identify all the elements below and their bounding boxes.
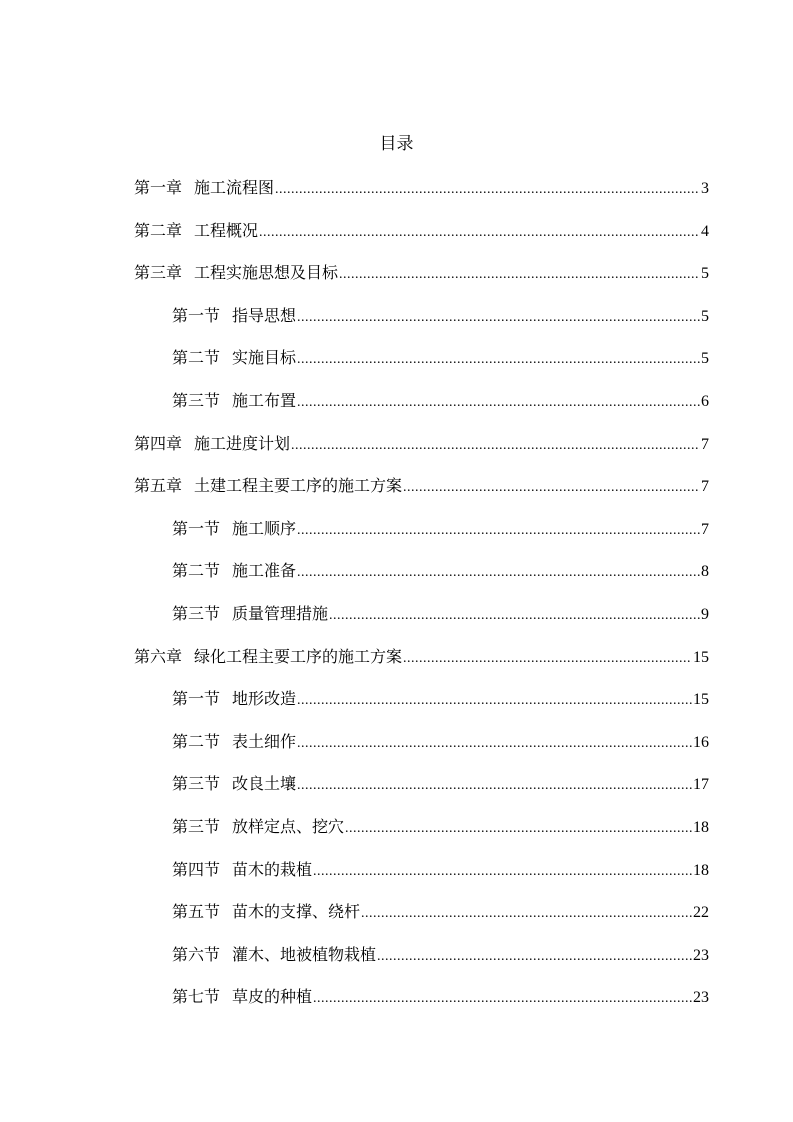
toc-entry-label <box>172 899 360 925</box>
toc-dot-leader <box>297 518 700 544</box>
toc-page-number: 22 <box>693 904 709 922</box>
toc-entry-title: 施工流程图 <box>194 178 275 197</box>
toc-dot-leader <box>297 347 700 373</box>
toc-entry-title: 草皮的种植 <box>232 987 313 1007</box>
toc-section-entry[interactable] <box>172 857 709 883</box>
toc-section-entry[interactable] <box>172 984 709 1010</box>
page-title: 目录 <box>379 134 414 154</box>
toc-entry-number: 第一节 <box>172 689 221 709</box>
toc-entry-title: 质量管理措施 <box>232 604 329 623</box>
toc-entry-title: 施工准备 <box>232 561 297 581</box>
toc-dot-leader <box>313 859 692 885</box>
toc-entry-label <box>172 814 344 840</box>
toc-entry-title: 工程概况 <box>194 220 259 240</box>
toc-page-number: 7 <box>701 478 709 496</box>
toc-section-entry[interactable] <box>172 814 709 840</box>
toc-page-number: 5 <box>701 265 709 283</box>
toc-dot-leader <box>297 688 692 714</box>
toc-section-entry[interactable] <box>172 388 709 414</box>
toc-dot-leader <box>297 731 692 757</box>
toc-dot-leader <box>291 433 700 459</box>
toc-section-entry[interactable] <box>172 601 709 627</box>
toc-entry-label <box>134 260 338 286</box>
toc-dot-leader <box>377 944 692 970</box>
toc-section-entry[interactable] <box>172 686 709 712</box>
toc-section-entry[interactable] <box>172 729 709 755</box>
toc-page-number: 17 <box>693 776 709 794</box>
toc-section-entry[interactable] <box>172 516 709 542</box>
toc-entry-number: 第一节 <box>172 305 221 325</box>
toc-dot-leader <box>297 773 692 799</box>
toc-page-number: 7 <box>701 520 709 538</box>
toc-entry-label <box>172 345 296 371</box>
toc-entry-number: 第二章 <box>134 220 183 240</box>
toc-entry-label <box>134 218 258 244</box>
toc-dot-leader <box>297 305 700 331</box>
toc-section-entry[interactable] <box>172 942 709 968</box>
toc-dot-leader <box>297 390 700 416</box>
toc-dot-leader <box>403 475 700 501</box>
toc-section-entry[interactable] <box>172 345 709 371</box>
toc-page-number: 5 <box>701 350 709 368</box>
toc-dot-leader <box>259 220 700 246</box>
toc-entry-label <box>172 942 376 968</box>
toc-section-entry[interactable] <box>172 558 709 584</box>
toc-section-entry[interactable] <box>172 899 709 925</box>
toc-entry-number: 第四节 <box>172 859 221 879</box>
toc-dot-leader <box>329 603 700 629</box>
toc-entry-label <box>172 857 312 883</box>
toc-entry-title: 工程实施思想及目标 <box>194 263 339 283</box>
toc-entry-title: 施工进度计划 <box>194 433 291 453</box>
toc-page-number: 15 <box>693 648 709 666</box>
toc-dot-leader <box>339 262 700 288</box>
toc-entry-label <box>172 729 296 755</box>
toc-entry-title: 地形改造 <box>232 689 297 709</box>
toc-entry-label <box>172 686 296 712</box>
toc-entry-number: 第一节 <box>172 518 221 538</box>
toc-entry-number: 第五节 <box>172 902 221 922</box>
toc-page-number: 23 <box>693 989 709 1007</box>
toc-page-number: 18 <box>693 819 709 836</box>
toc-entry-title: 表土细作 <box>232 731 297 751</box>
toc-entry-number: 第三节 <box>172 774 221 794</box>
toc-chapter-entry[interactable] <box>134 473 709 499</box>
toc-entry-number: 第二节 <box>172 731 221 751</box>
toc-dot-leader <box>403 646 692 672</box>
toc-entry-label <box>134 644 402 670</box>
toc-page-number: 4 <box>701 222 709 240</box>
toc-entry-label <box>172 558 296 584</box>
toc-entry-label <box>172 601 328 627</box>
toc-page-number: 18 <box>693 861 709 879</box>
toc-page-number: 5 <box>701 307 709 325</box>
toc-dot-leader <box>345 816 692 842</box>
toc-entry-title: 绿化工程主要工序的施工方案 <box>194 646 403 666</box>
toc-entry-number: 第二节 <box>172 561 221 581</box>
toc-entry-label <box>134 473 402 499</box>
toc-page-number: 7 <box>701 435 709 453</box>
toc-entry-label <box>134 431 290 457</box>
toc-entry-title: 施工布置 <box>232 391 297 410</box>
toc-entry-number: 第一章 <box>134 178 183 197</box>
toc-dot-leader <box>361 901 692 927</box>
toc-entry-label <box>172 516 296 542</box>
toc-entry-label <box>172 388 296 414</box>
toc-entry-number: 第七节 <box>172 987 221 1007</box>
toc-chapter-entry[interactable] <box>134 260 709 286</box>
toc-entry-title: 苗木的支撑、绕杆 <box>232 902 361 922</box>
toc-dot-leader <box>275 177 700 203</box>
toc-entry-title: 实施目标 <box>232 348 297 368</box>
toc-entry-title: 苗木的栽植 <box>232 859 313 879</box>
toc-dot-leader <box>297 560 700 586</box>
toc-chapter-entry[interactable] <box>134 644 709 670</box>
toc-dot-leader <box>313 986 692 1012</box>
toc-page-number: 16 <box>693 733 709 751</box>
toc-entry-number: 第三节 <box>172 391 221 410</box>
toc-entry-number: 第四章 <box>134 433 183 453</box>
toc-entry-label <box>172 771 296 797</box>
toc-entry-number: 第五章 <box>134 476 183 496</box>
toc-entry-title: 改良土壤 <box>232 774 297 794</box>
toc-entry-label <box>172 303 296 329</box>
toc-entry-number: 第二节 <box>172 348 221 368</box>
toc-entry-title: 放样定点、挖穴 <box>232 817 345 836</box>
toc-entry-title: 施工顺序 <box>232 518 297 538</box>
toc-page-number: 23 <box>693 946 709 964</box>
toc-entry-title: 灌木、地被植物栽植 <box>232 944 377 964</box>
toc-section-entry[interactable] <box>172 303 709 329</box>
toc-chapter-entry[interactable] <box>134 218 709 244</box>
toc-page-number: 3 <box>701 180 709 197</box>
toc-entry-title: 指导思想 <box>232 305 297 325</box>
toc-entry-label <box>172 984 312 1010</box>
toc-entry-number: 第三章 <box>134 263 183 283</box>
toc-chapter-entry[interactable] <box>134 175 709 201</box>
toc-section-entry[interactable] <box>172 771 709 797</box>
toc-chapter-entry[interactable] <box>134 431 709 457</box>
toc-entry-title: 土建工程主要工序的施工方案 <box>194 476 403 496</box>
toc-entry-number: 第六节 <box>172 944 221 964</box>
toc-entry-number: 第三节 <box>172 817 221 836</box>
toc-page-number: 15 <box>693 691 709 709</box>
toc-entry-number: 第三节 <box>172 604 221 623</box>
toc-entry-number: 第六章 <box>134 646 183 666</box>
toc-page-number: 9 <box>701 606 709 623</box>
toc-page-number: 8 <box>701 563 709 581</box>
toc-entry-label <box>134 175 274 201</box>
toc-page-number: 6 <box>701 393 709 410</box>
